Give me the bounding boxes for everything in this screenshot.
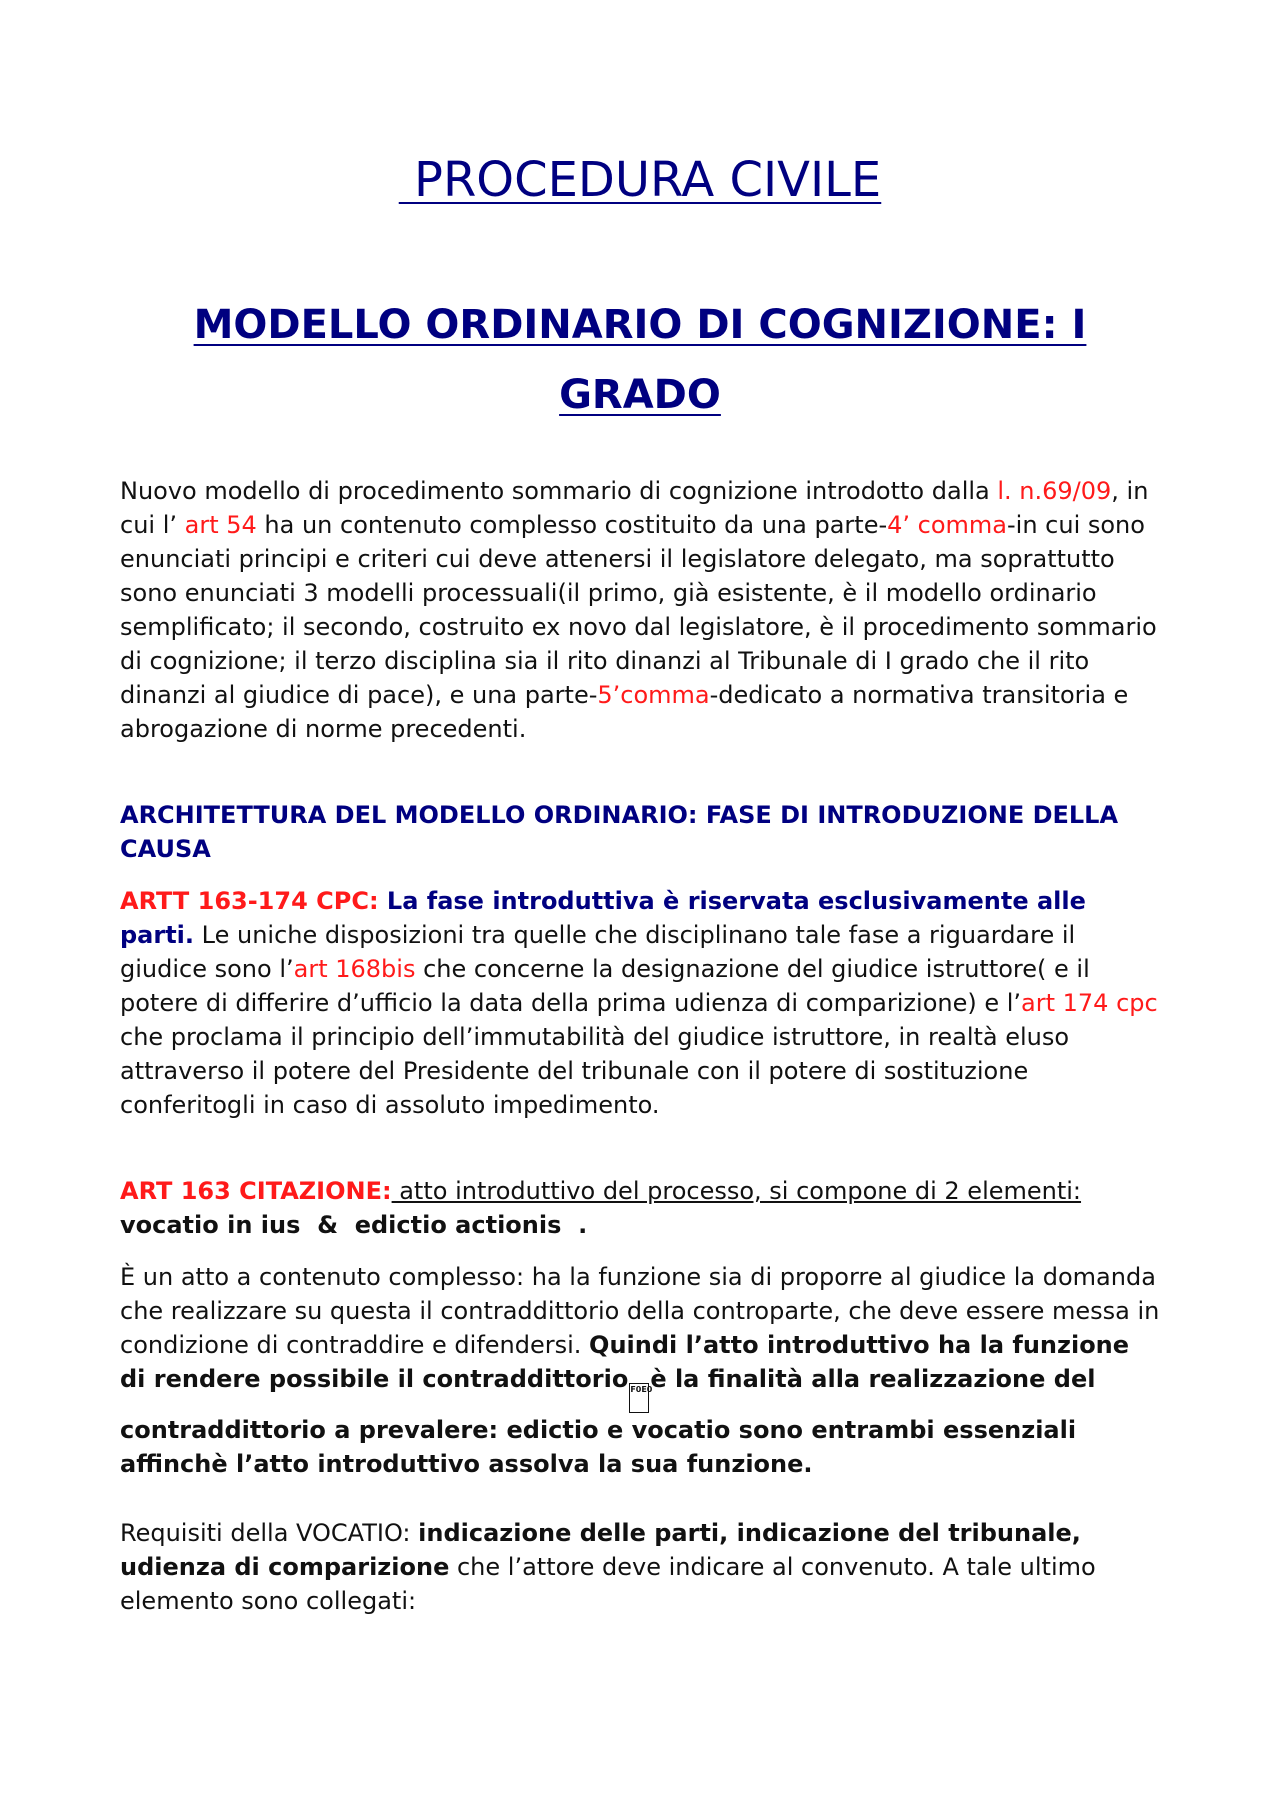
vocatio-text-2: che l’attore deve indicare al convenuto. A tale ultimo elemento sono collegati:: [120, 1553, 1096, 1615]
article-174-reference: art 174 cpc: [1021, 989, 1158, 1017]
article-168bis-reference: art 168bis: [293, 955, 416, 983]
missing-glyph-icon: F0E0: [629, 1383, 649, 1413]
vocatio-text-1: Requisiti della VOCATIO:: [120, 1519, 419, 1547]
complex-act-text: È un atto a contenuto complesso: ha la funzione sia di proporre al giudice la domanda che realizzare su questa il contraddittorio della controparte, che deve essere messa in condizione di contraddire e difendersi.: [120, 1263, 1160, 1359]
law-reference: l. n.69/09: [997, 477, 1112, 505]
intro-text-4: -in cui sono enunciati principi e criteri cui deve attenersi il legislatore delegato, ma soprattutto sono enunciati 3 modelli processuali(il primo, già esistente, è il modello ordinario semplificato; il secondo, costruito ex novo dal legislatore, è il procedimento sommario di cognizione; il terzo disciplina sia il rito dinanzi al Tribunale di I grado che il rito dinanzi al giudice di pace), e una parte-: [120, 511, 1157, 709]
intro-text-2: , in cui l’: [120, 477, 1149, 539]
introductory-phase-paragraph: [120, 884, 1160, 1122]
complex-act-bold-2: è la finalità alla realizzazione del contraddittorio a prevalere: edictio e vocatio sono entrambi essenziali affinchè l’atto introduttivo assolva la sua funzione.: [120, 1365, 1096, 1478]
article-reference: art 54: [184, 511, 257, 539]
citation-elements: vocatio in ius & edictio actionis .: [120, 1211, 588, 1239]
citation-paragraph: [120, 1174, 1160, 1242]
phase-text-2: che concerne la designazione del giudice istruttore( e il potere di differire d’ufficio la data della prima udienza di comparizione) e l’: [120, 955, 1090, 1017]
complex-act-paragraph: [120, 1260, 1160, 1481]
complex-act-bold-1: Quindi l’atto introduttivo ha la funzione di rendere possibile il contraddittorio: [120, 1331, 1130, 1393]
articles-label: ARTT 163-174 CPC:: [120, 887, 379, 915]
vocatio-requirements-paragraph: [120, 1516, 1160, 1618]
document-subtitle: MODELLO ORDINARIO DI COGNIZIONE: I GRADO: [193, 302, 1087, 418]
vocatio-requirements: indicazione delle parti, indicazione del tribunale, udienza di comparizione: [120, 1519, 1081, 1581]
comma-reference-4: 4’ comma: [887, 511, 1007, 539]
introductory-phase-statement: La fase introduttiva è riservata esclusivamente alle parti.: [120, 887, 1086, 949]
phase-text-1: Le uniche disposizioni tra quelle che disciplinano tale fase a riguardare il giudice sono l’: [120, 921, 1076, 983]
intro-text-1: Nuovo modello di procedimento sommario di cognizione introdotto dalla: [120, 477, 998, 505]
citation-description: atto introduttivo del processo, si compone di 2 elementi:: [391, 1177, 1082, 1205]
comma-reference-5: 5’comma: [597, 681, 710, 709]
document-title: PROCEDURA CIVILE: [398, 152, 882, 208]
intro-text-5: -dedicato a normativa transitoria e abrogazione di norme precedenti.: [120, 681, 1129, 743]
section-heading: ARCHITETTURA DEL MODELLO ORDINARIO: FASE DI INTRODUZIONE DELLA CAUSA: [120, 801, 1119, 863]
citation-label: ART 163 CITAZIONE:: [120, 1177, 392, 1205]
intro-text-3: ha un contenuto complesso costituito da una parte-: [256, 511, 888, 539]
intro-paragraph: [120, 474, 1160, 746]
phase-text-3: che proclama il principio dell’immutabilità del giudice istruttore, in realtà eluso attraverso il potere del Presidente del tribunale con il potere di sostituzione conferitogli in caso di assoluto impedimento.: [120, 1023, 1070, 1119]
